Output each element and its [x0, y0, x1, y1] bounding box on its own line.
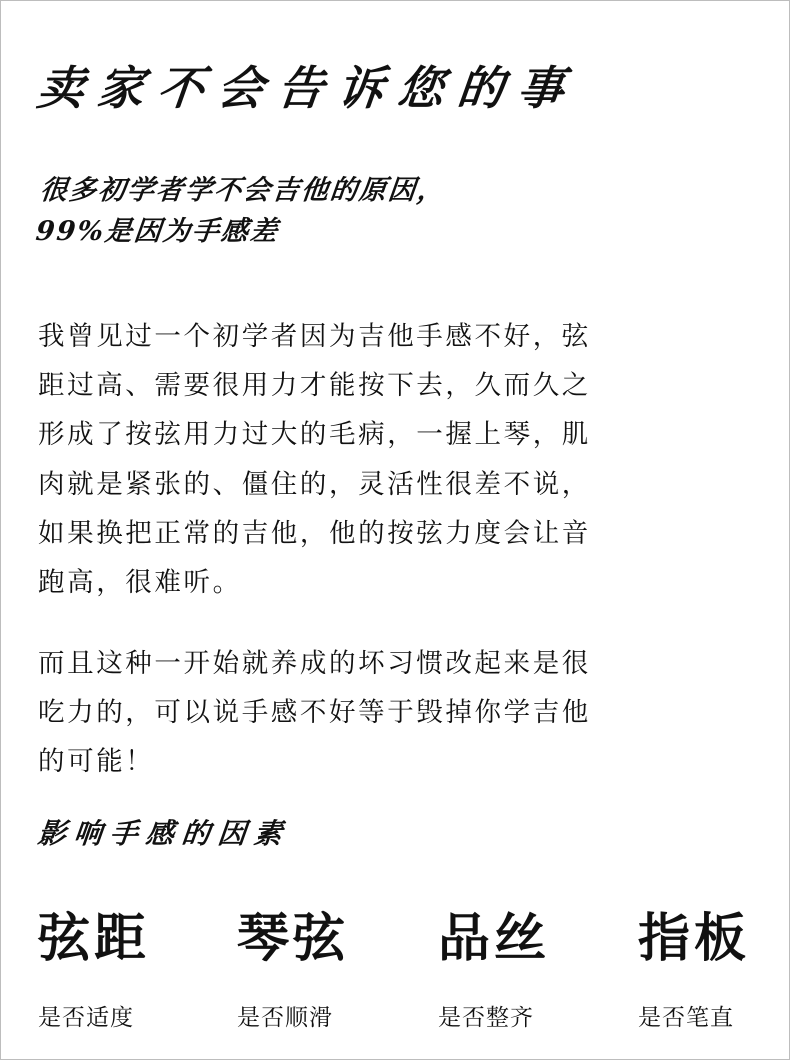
factor-item-string-height: [38, 905, 208, 1033]
paragraph-line: 的可能！: [38, 746, 155, 778]
paragraph-line: 形成了按弦用力过大的毛病，一握上琴，肌: [38, 419, 591, 451]
paragraph-2: [38, 639, 718, 787]
subtitle-line: 99%是因为手感差: [34, 216, 281, 247]
paragraph-line: 跑高，很难听。: [38, 567, 242, 599]
factor-caption: 是否整齐: [438, 1005, 534, 1031]
factor-caption: 是否适度: [38, 1005, 134, 1031]
factor-list: [38, 905, 768, 1045]
page-title: 卖家不会告诉您的事: [34, 61, 581, 115]
factor-item-strings: [237, 905, 407, 1033]
subtitle-line: 很多初学者学不会吉他的原因，: [38, 175, 448, 206]
paragraph-line: 肉就是紧张的、僵住的，灵活性很差不说，: [38, 468, 591, 500]
paragraph-line: 我曾见过一个初学者因为吉他手感不好，弦: [38, 321, 591, 352]
subtitle: [34, 170, 449, 252]
factor-label: 弦距: [38, 909, 151, 969]
factor-caption: 是否笔直: [638, 1005, 734, 1031]
factor-caption: 是否顺滑: [237, 1005, 333, 1031]
factor-label: 琴弦: [237, 909, 350, 969]
paragraph-line: 吃力的，可以说手感不好等于毁掉你学吉他: [38, 697, 591, 729]
paragraph-line: 而且这种一开始就养成的坏习惯改起来是很: [38, 648, 591, 679]
factor-label: 指板: [638, 909, 751, 969]
factor-label: 品丝: [438, 909, 551, 969]
paragraph-line: 如果换把正常的吉他，他的按弦力度会让音: [38, 517, 591, 549]
paragraph-line: 距过高、需要很用力才能按下去，久而久之: [38, 370, 591, 402]
section-heading: 影响手感的因素: [36, 817, 292, 850]
factor-item-frets: [438, 905, 608, 1033]
factor-item-fingerboard: [638, 905, 790, 1033]
paragraph-1: [38, 312, 718, 607]
